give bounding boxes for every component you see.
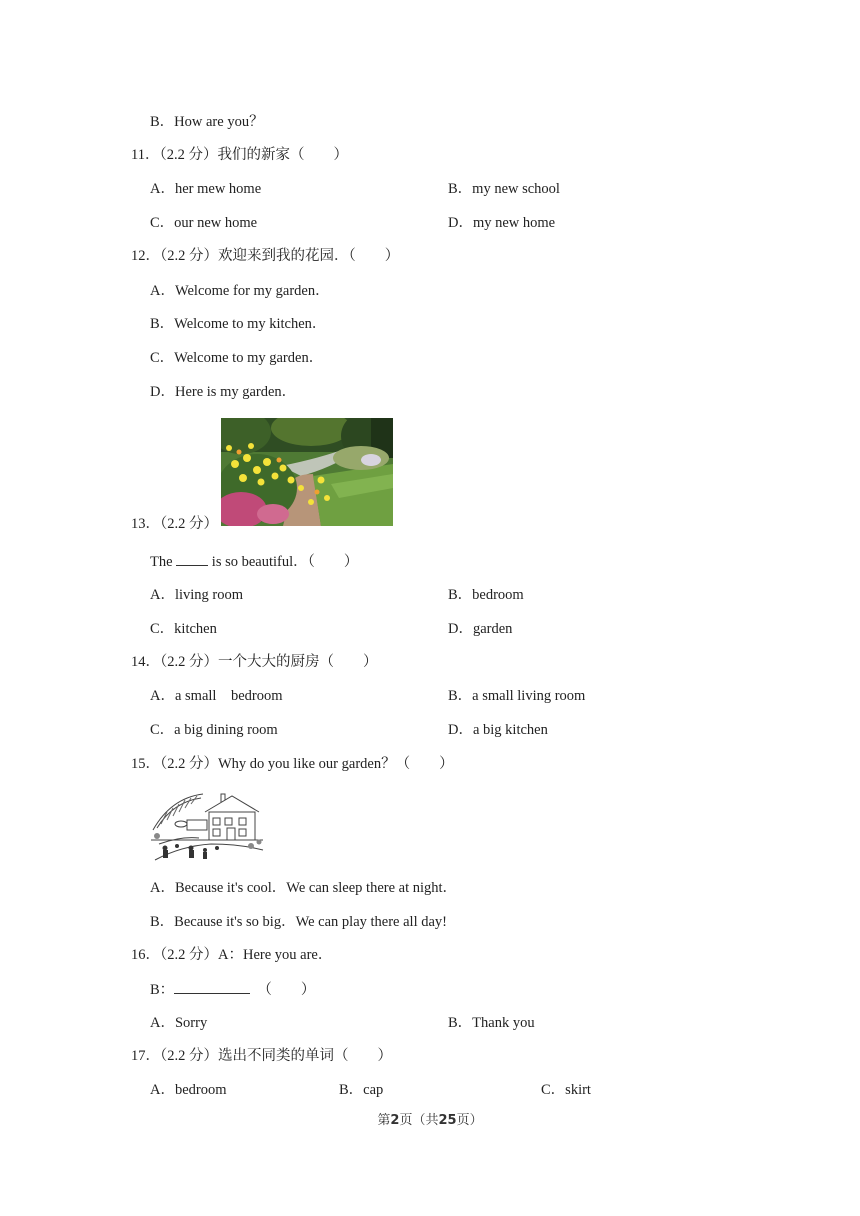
footer-prefix: 第 — [377, 1112, 391, 1127]
q16-b-suffix: （ ） — [250, 982, 316, 998]
q16-option-b: B．Thank you — [448, 1015, 535, 1031]
q11-option-d: D．my new home — [448, 215, 556, 231]
q12-option-b: B．Welcome to my kitchen． — [150, 316, 327, 332]
question-15: 15．（2.2 分）Why do you like our garden？（ ） — [131, 756, 454, 772]
q12-option-c: C．Welcome to my garden． — [150, 350, 324, 366]
q13-stem-start: The — [150, 554, 177, 570]
q13-answer-blank — [176, 552, 208, 566]
page-footer — [0, 1111, 860, 1130]
question-17: 17．（2.2 分）选出不同类的单词（ ） — [131, 1048, 392, 1064]
q13-stem — [150, 552, 358, 571]
q13-option-b: B．bedroom — [448, 587, 524, 603]
q11-option-a: A．her mew home — [150, 181, 262, 197]
q17-option-c: C．skirt — [541, 1082, 591, 1098]
question-12: 12．（2.2 分）欢迎来到我的花园．（ ） — [131, 248, 400, 264]
house-garden-drawing — [151, 790, 264, 862]
q16-answer-blank — [174, 980, 250, 994]
q14-option-d: D．a big kitchen — [448, 722, 548, 738]
q13-option-c: C．kitchen — [150, 621, 217, 637]
q14-option-b: B．a small living room — [448, 688, 586, 704]
q16-dialogue-b — [150, 980, 315, 999]
q13-option-d: D．garden — [448, 621, 513, 637]
q16-option-a: A．Sorry — [150, 1015, 208, 1031]
q17-option-a: A．bedroom — [150, 1082, 227, 1098]
q12-option-a: A．Welcome for my garden． — [150, 283, 330, 299]
footer-middle: 页（共 — [399, 1112, 439, 1127]
question-11: 11．（2.2 分）我们的新家（ ） — [131, 147, 348, 163]
q17-option-b: B．cap — [339, 1082, 384, 1098]
q14-option-c: C．a big dining room — [150, 722, 278, 738]
footer-suffix: 页） — [456, 1112, 483, 1127]
q15-option-a: A．Because it's cool．We can sleep there at night． — [150, 880, 458, 896]
footer-page-number: 2 — [390, 1113, 400, 1128]
q12-option-d: D．Here is my garden． — [150, 384, 297, 400]
question-14: 14．（2.2 分）一个大大的厨房（ ） — [131, 654, 378, 670]
q13-stem-end: is so beautiful．（ ） — [208, 554, 359, 570]
garden-photo — [221, 418, 393, 526]
q14-option-a: A．a small bedroom — [150, 688, 283, 704]
q11-option-b: B．my new school — [448, 181, 560, 197]
q15-option-b: B．Because it's so big．We can play there all day! — [150, 914, 447, 930]
option-b-previous: B．How are you？ — [150, 114, 264, 130]
question-13: 13．（2.2 分） — [131, 516, 218, 532]
q16-b-prefix: B： — [150, 982, 175, 998]
question-16: 16．（2.2 分）A：Here you are． — [131, 947, 333, 963]
footer-total-pages: 25 — [438, 1113, 457, 1128]
q11-option-c: C．our new home — [150, 215, 258, 231]
q13-option-a: A．living room — [150, 587, 244, 603]
